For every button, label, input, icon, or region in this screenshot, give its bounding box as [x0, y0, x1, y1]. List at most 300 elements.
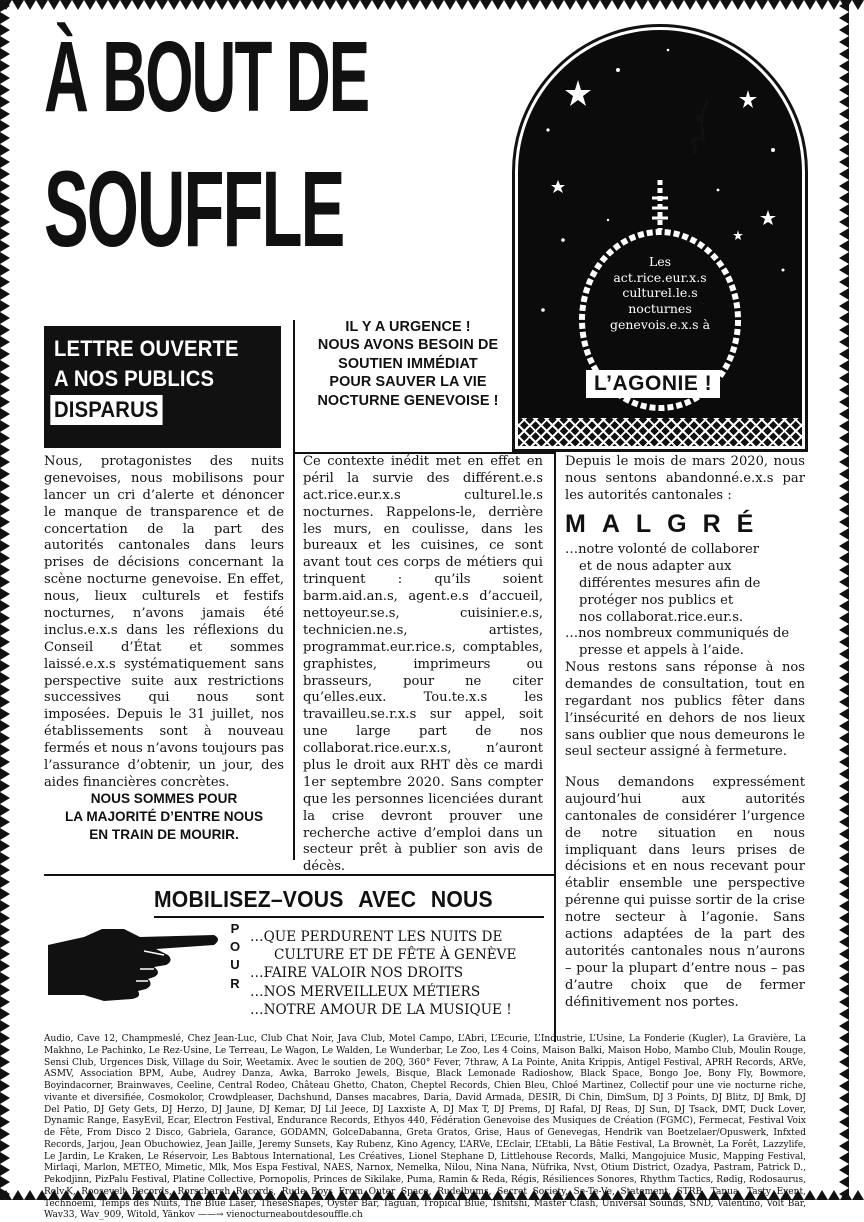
triangle-ornament — [839, 180, 849, 192]
triangle-ornament — [839, 948, 849, 960]
triangle-ornament — [0, 1104, 10, 1116]
triangle-ornament — [0, 1080, 10, 1092]
triangle-ornament — [839, 72, 849, 84]
triangle-ornament — [839, 1116, 849, 1128]
triangle-ornament — [839, 360, 849, 372]
triangle-ornament — [839, 300, 849, 312]
triangle-ornament — [839, 120, 849, 132]
triangle-ornament — [564, 0, 576, 10]
triangle-ornament — [839, 444, 849, 456]
triangle-ornament — [108, 0, 120, 10]
pour-vertical — [228, 920, 242, 993]
triangle-ornament — [839, 132, 849, 144]
triangle-ornament — [0, 192, 10, 204]
triangle-ornament — [0, 24, 10, 36]
triangle-ornament — [839, 384, 849, 396]
left-triangle-border — [0, 0, 10, 1200]
triangle-ornament — [0, 612, 10, 624]
lettre-line: LETTRE OUVERTE — [54, 336, 239, 361]
triangle-ornament — [492, 0, 504, 10]
triangle-ornament — [0, 852, 10, 864]
triangle-ornament — [839, 564, 849, 576]
triangle-ornament — [839, 396, 849, 408]
triangle-ornament — [839, 672, 849, 684]
moon-text-line: nocturnes — [628, 300, 692, 316]
pointing-hand-icon — [44, 915, 224, 1019]
triangle-ornament — [288, 0, 300, 10]
triangle-ornament — [372, 0, 384, 10]
malgre-item: …nos nombreux communiqués de — [565, 626, 790, 642]
website-link[interactable]: vienocturneaboutdesouffle.ch — [226, 1210, 363, 1221]
triangle-ornament — [852, 1190, 864, 1200]
triangle-ornament — [0, 156, 10, 168]
triangle-ornament — [839, 888, 849, 900]
triangle-ornament — [336, 0, 348, 10]
triangle-ornament — [0, 216, 10, 228]
triangle-ornament — [839, 588, 849, 600]
triangle-ornament — [240, 0, 252, 10]
triangle-ornament — [839, 696, 849, 708]
triangle-ornament — [0, 984, 10, 996]
triangle-ornament — [0, 756, 10, 768]
triangle-ornament — [0, 864, 10, 876]
triangle-ornament — [839, 1152, 849, 1164]
triangle-ornament — [12, 0, 24, 10]
triangle-ornament — [839, 924, 849, 936]
triangle-ornament — [0, 60, 10, 72]
checker-pattern-band — [518, 418, 802, 446]
triangle-ornament — [0, 1020, 10, 1032]
column-3-paragraph-2: Nous restons sans réponse à nos demandes de consultation, tout en regardant nos publics fêter dans l’insécurité en dehors de nos lieux sans oublier que nous demeurons le seul secteur assigné à fermeture. — [565, 660, 805, 760]
malgre-item: et de nous adapter aux — [579, 558, 732, 574]
triangle-ornament — [839, 540, 849, 552]
triangle-ornament — [839, 204, 849, 216]
triangle-ornament — [0, 804, 10, 816]
column-3-paragraph-3: Nous demandons expressément aujourd’hui aux autorités cantonales de considérer l’urgence de notre situation en nous impliquant dans leurs prises de décisions et en nous recevant pour établir ensemble une perspective pérenne qui puisse sortir de la crise notre secteur à l’agonie. Sans actions adaptées de la part des autorités cantonales nous n’aurons – pour la plupart d’entre nous – pas d’autre choix que de fermer définitivement nos portes. — [565, 775, 805, 1010]
column-3-intro — [565, 454, 805, 505]
triangle-ornament — [0, 1032, 10, 1044]
column-divider — [293, 320, 295, 860]
triangle-ornament — [852, 0, 864, 10]
triangle-ornament — [0, 84, 10, 96]
triangle-ornament — [0, 132, 10, 144]
triangle-ornament — [0, 36, 10, 48]
mobilisez-item: …QUE PERDURENT LES NUITS DE — [250, 929, 503, 945]
triangle-ornament — [839, 648, 849, 660]
column-2 — [303, 454, 543, 876]
mobilisez-item: CULTURE ET DE FÊTE À GENÈVE — [274, 947, 517, 964]
triangle-ornament — [0, 1128, 10, 1140]
triangle-ornament — [0, 108, 10, 120]
triangle-ornament — [0, 444, 10, 456]
column-3-intro-text: Depuis le mois de mars 2020, nous nous sentons abandonné.e.x.s par les autorités cantonales : — [565, 454, 805, 503]
triangle-ornament — [839, 780, 849, 792]
triangle-ornament — [744, 0, 756, 10]
tagline-line: LA MAJORITÉ D’ENTRE NOUS — [64, 808, 264, 824]
column-1-paragraph: Nous, protagonistes des nuits genevoises, nous mobilisons pour lancer un cri d’alerte et dénoncer le manque de transparence et de concertation de la part des autorités cantonales dans leurs prises de décisions concernant la scène nocturne genevoise. En effet, nous, lieux culturels et festifs nocturnes, n’avons jamais été inclus.e.x.s dans les réflexions du Conseil d’État et sommes laissé.e.x.s systématiquement sans perspective suite aux restrictions successives qui nous sont imposées. Depuis le 31 juillet, nos établissements sont à nouveau fermés et nous n’avons toujours pas l’assurance d’obtenir, un jour, des aides financières concrètes. — [44, 454, 284, 790]
triangle-ornament — [839, 348, 849, 360]
triangle-ornament — [839, 1128, 849, 1140]
triangle-ornament — [839, 900, 849, 912]
triangle-ornament — [504, 0, 516, 10]
tagline-line: EN TRAIN DE MOURIR. — [89, 826, 239, 842]
poster-title — [44, 21, 567, 133]
triangle-ornament — [0, 72, 10, 84]
signatories-list: Audio, Cave 12, Champmeslé, Chez Jean-Luc, Club Chat Noir, Java Club, Motel Campo, L’Abri, L’Ecurie, L’Industrie, L’Usine, La Fonderie (Kugler), La Gravière, La Makhno, Le Pachinko, Le Rez-Usine, Le Terreau, Le Wagon, Le Walden, Le Wunderbar, Le Zoo, Les 4 Coins, Maison Balki, Maison Hobo, Mambo Club, Moulin Rouge, Sensi Club, Urgences Disk, Village du Soir, Weetamix. Avec le soutien de 20Q, 360° Fever, 7thraw, A La Pointe, Anita Krippis, Antigel Festival, APRH Records, ARVe, ASMV, Association BPM, Aube, Audrey Danza, Awka, Barroko Jewels, Bisque, Black Lemonade Radioshow, Black Space, Bongo Joe, Bony Fly, Bowmore, Boyindacorner, Brainwaves, Ceeline, Central Rodeo, Château Ghetto, Chaton, Cheptel Records, Chien Bleu, Chloé Martinez, Collectif pour une vie nocturne riche, vivante et diversifiée, Cosmokolor, Crowdpleaser, Dachshund, Danses macabres, Daria, David Armada, DESIR, Di Chin, DimSum, DJ 3 Points, DJ Blitz, DJ Bmk, DJ Del Patio, DJ Gety Gets, DJ Herzo, DJ Jaune, DJ Kemar, DJ Lil Jeece, DJ Laxxiste A, DJ Max T, DJ Prems, DJ Rafal, DJ Reas, DJ Sun, DJ Tsack, DMT, Duck Lover, Dynamic Range, EasyEvil, Ecar, Electron Festival, Endurance Records, Ethyos 440, Fédération Genevoise des Musiques de Création (FGMC), Fermecat, Festival Voix de Fête, From Disco 2 Disco, Gabriela, Garance, GODAMN, GolceDabanna, Greta Gratos, Grise, Haus of Genevegas, Hendrik van Boetzelaer/Opuswerk, Infxted Records, Jarjou, Jean Obuchowiez, Jean Jaille, Jeremy Sunsets, Kay Rubenz, Kino Agency, L’ARVe, L’Eclair, L’Etabli, La Bâtie Festival, La Brownèt, La Forêt, Lazzylife, Le Jardin, Le Kraken, Le Réservoir, Les Babtous International, Les Créatives, Lionel Stephane D, Littlehouse Records, Malki, Mangojuice Music, Mapping Festival, Mirlaqi, Marlon, METEO, Mimetic, Mlk, Mos Espa Festival, NAES, Narnox, Nemelka, Nilou, Nina Nana, Nüfrika, Nvst, Otium District, Ozadya, Pastram, Patrick D., Pekodjinn, PizPalu Festival, Platine Collective, Pornopolis, Princes de Sikilake, Puma, Ramin & Reda, Régis, Résiliences Sonores, Rhythm Tactics, Rødig, Rodosaurus, Rolv.K, Roosevelt Records, Rorscharch Records, Rude Boys From Outer Space, Rudelbums, Secret Society, Se-Te-Ve, Statement, STRB, Tanua, Tasty Event, Technoemi, Temps des Nuits, The Blue Laser, TheseShapes, Oyster Bar, Taguan, Tropical Blue, Tshitshi, Master Clash, Universal Sounds, SND, Valentino, Volt Bar, Wav33, Wav_909, Witold, Yänkov ——→ vienocturneaboutdesouffle.ch — [44, 1034, 806, 1221]
triangle-ornament — [0, 1092, 10, 1104]
triangle-ornament — [0, 780, 10, 792]
triangle-ornament — [839, 276, 849, 288]
triangle-ornament — [0, 180, 10, 192]
triangle-ornament — [816, 1190, 828, 1200]
column-1 — [44, 454, 284, 792]
lettre-line: DISPARUS — [50, 395, 162, 425]
triangle-ornament — [839, 1068, 849, 1080]
triangle-ornament — [156, 0, 168, 10]
triangle-ornament — [839, 936, 849, 948]
triangle-ornament — [0, 96, 10, 108]
triangle-ornament — [839, 720, 849, 732]
triangle-ornament — [120, 0, 132, 10]
triangle-ornament — [839, 528, 849, 540]
triangle-ornament — [839, 516, 849, 528]
triangle-ornament — [839, 912, 849, 924]
triangle-ornament — [72, 0, 84, 10]
triangle-ornament — [0, 504, 10, 516]
triangle-ornament — [839, 552, 849, 564]
column-2-paragraph: Ce contexte inédit met en effet en péril la survie des différent.e.s act.rice.eur.x.s culturel.le.s nocturnes. Rappelons-le, derrière les murs, en coulisse, dans les bureaux et les cuisines, ce sont avant tout ces corps de métiers qui trinquent : qu’ils soient barm.aid.an.s, agent.e.s d’accueil, nettoyeur.se.s, cuisinier.e.s, technicien.ne.s, artistes, programmat.eur.rice.s, comptables, graphistes, imprimeurs ou brasseurs, pour ne citer qu’elles.eux. Tou.te.x.s les travailleu.se.r.x.s sur appel, soit une large part de nos collaborat.rice.eur.x.s, n’auront plus le droit aux RHT dès ce mardi 1er septembre 2020. Sans compter que les personnes licenciées durant la crise devront prouver une recherche active d’emploi dans un secteur prêt à publier son avis de décès. — [303, 454, 543, 875]
triangle-ornament — [312, 0, 324, 10]
triangle-ornament — [0, 936, 10, 948]
triangle-ornament — [839, 1092, 849, 1104]
triangle-ornament — [0, 648, 10, 660]
mourir-tagline — [44, 790, 284, 844]
triangle-ornament — [636, 0, 648, 10]
triangle-ornament — [0, 384, 10, 396]
triangle-ornament — [839, 192, 849, 204]
triangle-ornament — [468, 0, 480, 10]
triangle-ornament — [0, 588, 10, 600]
triangle-ornament — [96, 0, 108, 10]
mobilisez-word: AVEC — [358, 886, 417, 912]
triangle-ornament — [0, 288, 10, 300]
triangle-ornament — [839, 0, 849, 12]
triangle-ornament — [839, 336, 849, 348]
triangle-ornament — [708, 0, 720, 10]
moon-panel-text — [518, 254, 802, 332]
triangle-ornament — [588, 0, 600, 10]
triangle-ornament — [839, 492, 849, 504]
triangle-ornament — [0, 708, 10, 720]
triangle-ornament — [576, 0, 588, 10]
triangle-ornament — [792, 0, 804, 10]
triangle-ornament — [0, 276, 10, 288]
triangle-ornament — [839, 240, 849, 252]
triangle-ornament — [324, 0, 336, 10]
triangle-ornament — [839, 960, 849, 972]
triangle-ornament — [816, 0, 828, 10]
triangle-ornament — [839, 744, 849, 756]
triangle-ornament — [839, 84, 849, 96]
mobilisez-heading — [154, 886, 493, 913]
triangle-ornament — [216, 0, 228, 10]
triangle-ornament — [0, 1164, 10, 1176]
triangle-ornament — [0, 600, 10, 612]
triangle-ornament — [0, 768, 10, 780]
triangle-ornament — [204, 0, 216, 10]
triangle-ornament — [0, 204, 10, 216]
triangle-ornament — [132, 0, 144, 10]
triangle-ornament — [839, 48, 849, 60]
triangle-ornament — [0, 1152, 10, 1164]
triangle-ornament — [839, 216, 849, 228]
triangle-ornament — [12, 1190, 24, 1200]
triangle-ornament — [839, 612, 849, 624]
triangle-ornament — [0, 420, 10, 432]
triangle-ornament — [756, 0, 768, 10]
triangle-ornament — [839, 480, 849, 492]
triangle-ornament — [839, 708, 849, 720]
triangle-ornament — [839, 408, 849, 420]
triangle-ornament — [0, 300, 10, 312]
triangle-ornament — [252, 0, 264, 10]
triangle-ornament — [0, 0, 10, 12]
urgence-heading — [302, 318, 514, 410]
triangle-ornament — [0, 816, 10, 828]
triangle-ornament — [0, 12, 10, 24]
triangle-ornament — [839, 876, 849, 888]
triangle-ornament — [0, 840, 10, 852]
triangle-ornament — [0, 1116, 10, 1128]
triangle-ornament — [456, 0, 468, 10]
pour-letter: U — [230, 957, 240, 973]
triangle-ornament — [839, 852, 849, 864]
moon-illustration — [518, 30, 802, 446]
triangle-ornament — [0, 528, 10, 540]
triangle-ornament — [839, 24, 849, 36]
triangle-ornament — [839, 972, 849, 984]
triangle-ornament — [648, 0, 660, 10]
mobilisez-item: …NOS MERVEILLEUX MÉTIERS — [250, 983, 481, 1000]
triangle-ornament — [0, 1044, 10, 1056]
triangle-ornament — [600, 0, 612, 10]
lettre-ouverte-box — [44, 326, 281, 448]
triangle-ornament — [264, 0, 276, 10]
triangle-ornament — [0, 228, 10, 240]
triangle-ornament — [0, 48, 10, 60]
triangle-ornament — [0, 240, 10, 252]
triangle-ornament — [444, 0, 456, 10]
triangle-ornament — [624, 0, 636, 10]
triangle-ornament — [0, 552, 10, 564]
triangle-ornament — [0, 516, 10, 528]
triangle-ornament — [0, 312, 10, 324]
triangle-ornament — [552, 0, 564, 10]
triangle-ornament — [0, 888, 10, 900]
triangle-ornament — [300, 0, 312, 10]
triangle-ornament — [839, 768, 849, 780]
triangle-ornament — [839, 1032, 849, 1044]
triangle-ornament — [612, 0, 624, 10]
triangle-ornament — [0, 972, 10, 984]
triangle-ornament — [839, 1056, 849, 1068]
triangle-ornament — [0, 660, 10, 672]
triangle-ornament — [0, 396, 10, 408]
triangle-ornament — [540, 0, 552, 10]
triangle-ornament — [839, 840, 849, 852]
triangle-ornament — [0, 960, 10, 972]
triangle-ornament — [516, 0, 528, 10]
triangle-ornament — [0, 576, 10, 588]
triangle-ornament — [0, 1008, 10, 1020]
triangle-ornament — [0, 828, 10, 840]
triangle-ornament — [839, 264, 849, 276]
triangle-ornament — [144, 0, 156, 10]
mobilisez-word: MOBILISEZ–VOUS — [154, 886, 344, 912]
triangle-ornament — [839, 1104, 849, 1116]
triangle-ornament — [0, 348, 10, 360]
triangle-ornament — [839, 984, 849, 996]
urgence-line: NOUS AVONS BESOIN DE — [317, 337, 499, 354]
triangle-ornament — [0, 996, 10, 1008]
triangle-ornament — [408, 0, 420, 10]
triangle-ornament — [839, 996, 849, 1008]
triangle-ornament — [839, 36, 849, 48]
triangle-ornament — [168, 0, 180, 10]
triangle-ornament — [839, 324, 849, 336]
triangle-ornament — [24, 0, 36, 10]
triangle-ornament — [0, 468, 10, 480]
triangle-ornament — [768, 0, 780, 10]
triangle-ornament — [839, 1008, 849, 1020]
triangle-ornament — [0, 744, 10, 756]
pour-letter: R — [230, 975, 240, 991]
urgence-line: SOUTIEN IMMÉDIAT — [338, 355, 478, 372]
triangle-ornament — [360, 0, 372, 10]
triangle-ornament — [48, 0, 60, 10]
triangle-ornament — [180, 0, 192, 10]
malgre-heading: MALGRÉ — [565, 510, 770, 538]
triangle-ornament — [839, 456, 849, 468]
triangle-ornament — [432, 0, 444, 10]
triangle-ornament — [0, 636, 10, 648]
triangle-ornament — [839, 1140, 849, 1152]
triangle-ornament — [0, 480, 10, 492]
triangle-ornament — [684, 0, 696, 10]
triangle-ornament — [0, 324, 10, 336]
triangle-ornament — [839, 1080, 849, 1092]
top-triangle-border — [0, 0, 849, 10]
triangle-ornament — [0, 168, 10, 180]
triangle-ornament — [0, 252, 10, 264]
moon-text-line: genevois.e.x.s à — [609, 316, 711, 332]
triangle-ornament — [0, 456, 10, 468]
triangle-ornament — [839, 1176, 849, 1188]
mobilisez-list — [250, 928, 516, 1019]
triangle-ornament — [839, 252, 849, 264]
triangle-ornament — [0, 696, 10, 708]
triangle-ornament — [60, 0, 72, 10]
triangle-ornament — [696, 0, 708, 10]
triangle-ornament — [839, 732, 849, 744]
triangle-ornament — [0, 360, 10, 372]
triangle-ornament — [0, 924, 10, 936]
triangle-ornament — [839, 1044, 849, 1056]
triangle-ornament — [0, 492, 10, 504]
malgre-item: …notre volonté de collaborer — [565, 542, 760, 557]
triangle-ornament — [0, 900, 10, 912]
mobilisez-item: …FAIRE VALOIR NOS DROITS — [250, 965, 464, 982]
triangle-ornament — [0, 264, 10, 276]
triangle-ornament — [0, 432, 10, 444]
triangle-ornament — [839, 756, 849, 768]
urgence-line: NOCTURNE GENEVOISE ! — [317, 392, 499, 409]
agonie-label: L’AGONIE ! — [586, 370, 720, 398]
triangle-ornament — [0, 792, 10, 804]
malgre-item: presse et appels à l’aide. — [579, 643, 744, 659]
triangle-ornament — [0, 408, 10, 420]
moon-text-line: culturel.le.s — [622, 285, 698, 301]
triangle-ornament — [839, 60, 849, 72]
triangle-ornament — [480, 0, 492, 10]
triangle-ornament — [839, 1188, 849, 1200]
triangle-ornament — [0, 540, 10, 552]
triangle-ornament — [0, 564, 10, 576]
triangle-ornament — [839, 228, 849, 240]
triangle-ornament — [0, 912, 10, 924]
triangle-ornament — [276, 0, 288, 10]
triangle-ornament — [660, 0, 672, 10]
pour-letter: P — [230, 921, 240, 936]
triangle-ornament — [0, 1068, 10, 1080]
mobilisez-item: …NOTRE AMOUR DE LA MUSIQUE ! — [250, 1001, 512, 1018]
triangle-ornament — [839, 96, 849, 108]
triangle-ornament — [839, 828, 849, 840]
triangle-ornament — [839, 816, 849, 828]
triangle-ornament — [0, 336, 10, 348]
triangle-ornament — [839, 684, 849, 696]
urgence-line: IL Y A URGENCE ! — [345, 319, 471, 335]
malgre-item: protéger nos publics et — [579, 592, 734, 608]
triangle-ornament — [84, 0, 96, 10]
malgre-list — [565, 542, 805, 660]
mobilisez-word: NOUS — [430, 886, 493, 912]
triangle-ornament — [804, 0, 816, 10]
triangle-ornament — [420, 0, 432, 10]
urgence-line: POUR SAUVER LA VIE — [329, 374, 487, 391]
column-divider — [554, 452, 556, 1042]
triangle-ornament — [839, 108, 849, 120]
triangle-ornament — [0, 1056, 10, 1068]
right-triangle-border — [839, 0, 849, 1200]
triangle-ornament — [780, 0, 792, 10]
triangle-ornament — [0, 372, 10, 384]
triangle-ornament — [192, 0, 204, 10]
moon-text-line: Les — [648, 254, 672, 269]
triangle-ornament — [839, 1020, 849, 1032]
triangle-ornament — [0, 684, 10, 696]
triangle-ornament — [839, 600, 849, 612]
triangle-ornament — [839, 792, 849, 804]
triangle-ornament — [0, 672, 10, 684]
moon-text-line: act.rice.eur.x.s — [613, 269, 707, 285]
triangle-ornament — [0, 1188, 10, 1200]
triangle-ornament — [839, 636, 849, 648]
triangle-ornament — [0, 876, 10, 888]
triangle-ornament — [0, 144, 10, 156]
triangle-ornament — [0, 732, 10, 744]
triangle-ornament — [720, 0, 732, 10]
